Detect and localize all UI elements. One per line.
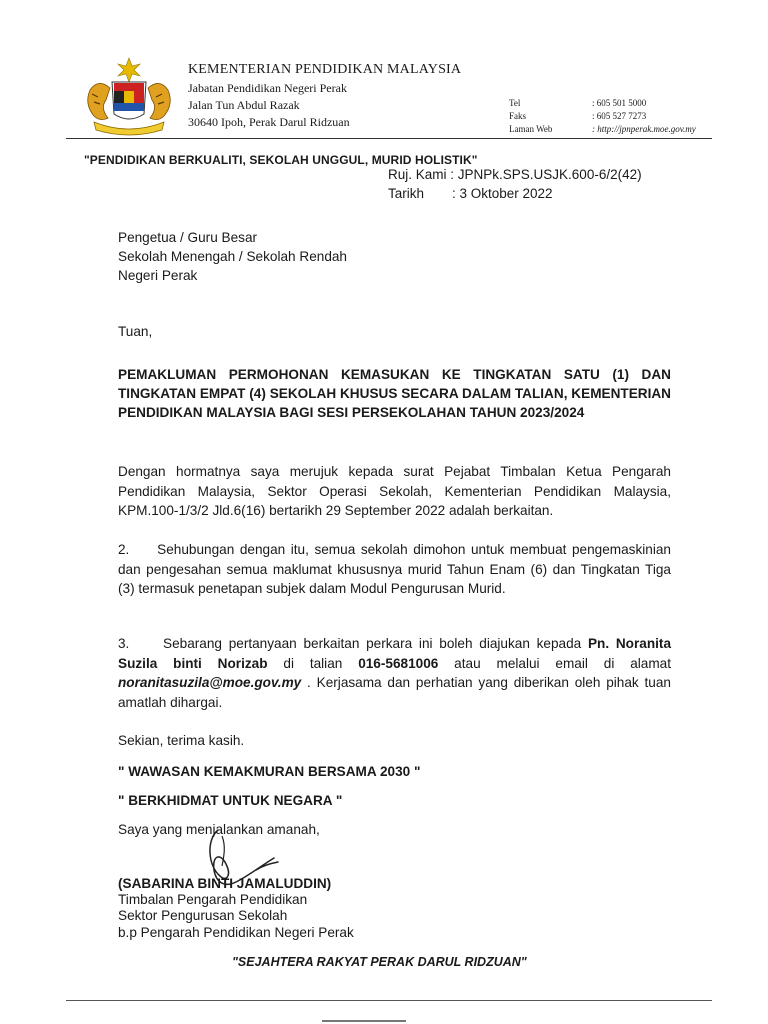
- slogan-wawasan: " WAWASAN KEMAKMURAN BERSAMA 2030 ": [118, 764, 421, 779]
- contact-value-tel: : 605 501 5000: [592, 98, 647, 108]
- duty-line: Saya yang menjalankan amanah,: [118, 822, 320, 837]
- contact-phone: 016-5681006: [358, 655, 439, 671]
- contact-label-web: Laman Web: [509, 124, 553, 134]
- signatory-position-2: Sektor Pengurusan Sekolah: [118, 908, 288, 923]
- footer-mark: [322, 1020, 406, 1022]
- recipient-line-3: Negeri Perak: [118, 268, 198, 283]
- address-line-1: Jalan Tun Abdul Razak: [188, 98, 300, 112]
- signatory-name: (SABARINA BINTI JAMALUDDIN): [118, 876, 332, 891]
- paragraph-1: Dengan hormatnya saya merujuk kepada surat Pejabat Timbalan Ketua Pengarah Pendidikan Malaysia, Sektor Operasi Sekolah, Kementerian Pendidikan Malaysia, KPM.100-1/3/2 Jld.6(16) bertarikh 29 September 2022 adalah berkaitan.: [118, 464, 671, 518]
- salutation: Tuan,: [118, 324, 153, 339]
- malaysia-coat-of-arms-icon: [74, 56, 184, 138]
- letter-subject: PEMAKLUMAN PERMOHONAN KEMASUKAN KE TINGKATAN SATU (1) DAN TINGKATAN EMPAT (4) SEKOLAH KHUSUS SECARA DALAM TALIAN, KEMENTERIAN PENDIDIKAN MALAYSIA BAGI SESI PERSEKOLAHAN TAHUN 2023/2024: [118, 367, 671, 420]
- contact-email[interactable]: noranitasuzila@moe.gov.my: [118, 675, 302, 690]
- contact-value-fax: : 605 527 7273: [592, 111, 647, 121]
- contact-value-web: : http://jpnperak.moe.gov.my: [592, 124, 696, 134]
- paragraph-3-text-a: 3. Sebarang pertanyaan berkaitan perkara ini boleh diajukan kepada: [118, 636, 588, 651]
- paragraph-2: 2. Sehubungan dengan itu, semua sekolah dimohon untuk membuat pengemaskinian dan pengesahan semua maklumat khususnya murid Tahun Enam (6) dan Tingkatan Tiga (3) termasuk penetapan subjek dalam Modul Pengurusan Murid.: [118, 542, 671, 596]
- contact-person-name: Pn. Noranita Suzila binti Norizab: [118, 636, 672, 671]
- recipient-line-2: Sekolah Menengah / Sekolah Rendah: [118, 249, 347, 264]
- paragraph-3: [118, 634, 671, 712]
- address-line-2: 30640 Ipoh, Perak Darul Ridzuan: [188, 115, 350, 129]
- footer-divider: [66, 1000, 712, 1001]
- signatory-position-1: Timbalan Pengarah Pendidikan: [118, 892, 308, 907]
- ministry-name: KEMENTERIAN PENDIDIKAN MALAYSIA: [188, 62, 462, 77]
- paragraph-3-text-c: atau melalui email di alamat: [438, 655, 671, 671]
- letterhead-divider: [66, 138, 712, 139]
- department-name: Jabatan Pendidikan Negeri Perak: [188, 81, 347, 95]
- thanks-line: Sekian, terima kasih.: [118, 733, 245, 748]
- date-label: Tarikh: [388, 186, 425, 201]
- contact-label-tel: Tel: [509, 98, 521, 108]
- date-value: : 3 Oktober 2022: [452, 186, 553, 201]
- closing-slogan: "SEJAHTERA RAKYAT PERAK DARUL RIDZUAN": [232, 955, 527, 969]
- paragraph-3-text-d: . Kerjasama dan perhatian yang diberikan oleh pihak tuan amatlah dihargai.: [118, 675, 671, 710]
- signatory-position-3: b.p Pengarah Pendidikan Negeri Perak: [118, 925, 354, 940]
- motto: "PENDIDIKAN BERKUALITI, SEKOLAH UNGGUL, MURID HOLISTIK": [84, 153, 478, 167]
- reference-number: Ruj. Kami : JPNPk.SPS.USJK.600-6/2(42): [388, 167, 642, 182]
- contact-label-fax: Faks: [509, 111, 527, 121]
- recipient-line-1: Pengetua / Guru Besar: [118, 230, 258, 245]
- paragraph-3-text-b: di talian: [267, 655, 359, 671]
- slogan-berkhidmat: " BERKHIDMAT UNTUK NEGARA ": [118, 793, 343, 808]
